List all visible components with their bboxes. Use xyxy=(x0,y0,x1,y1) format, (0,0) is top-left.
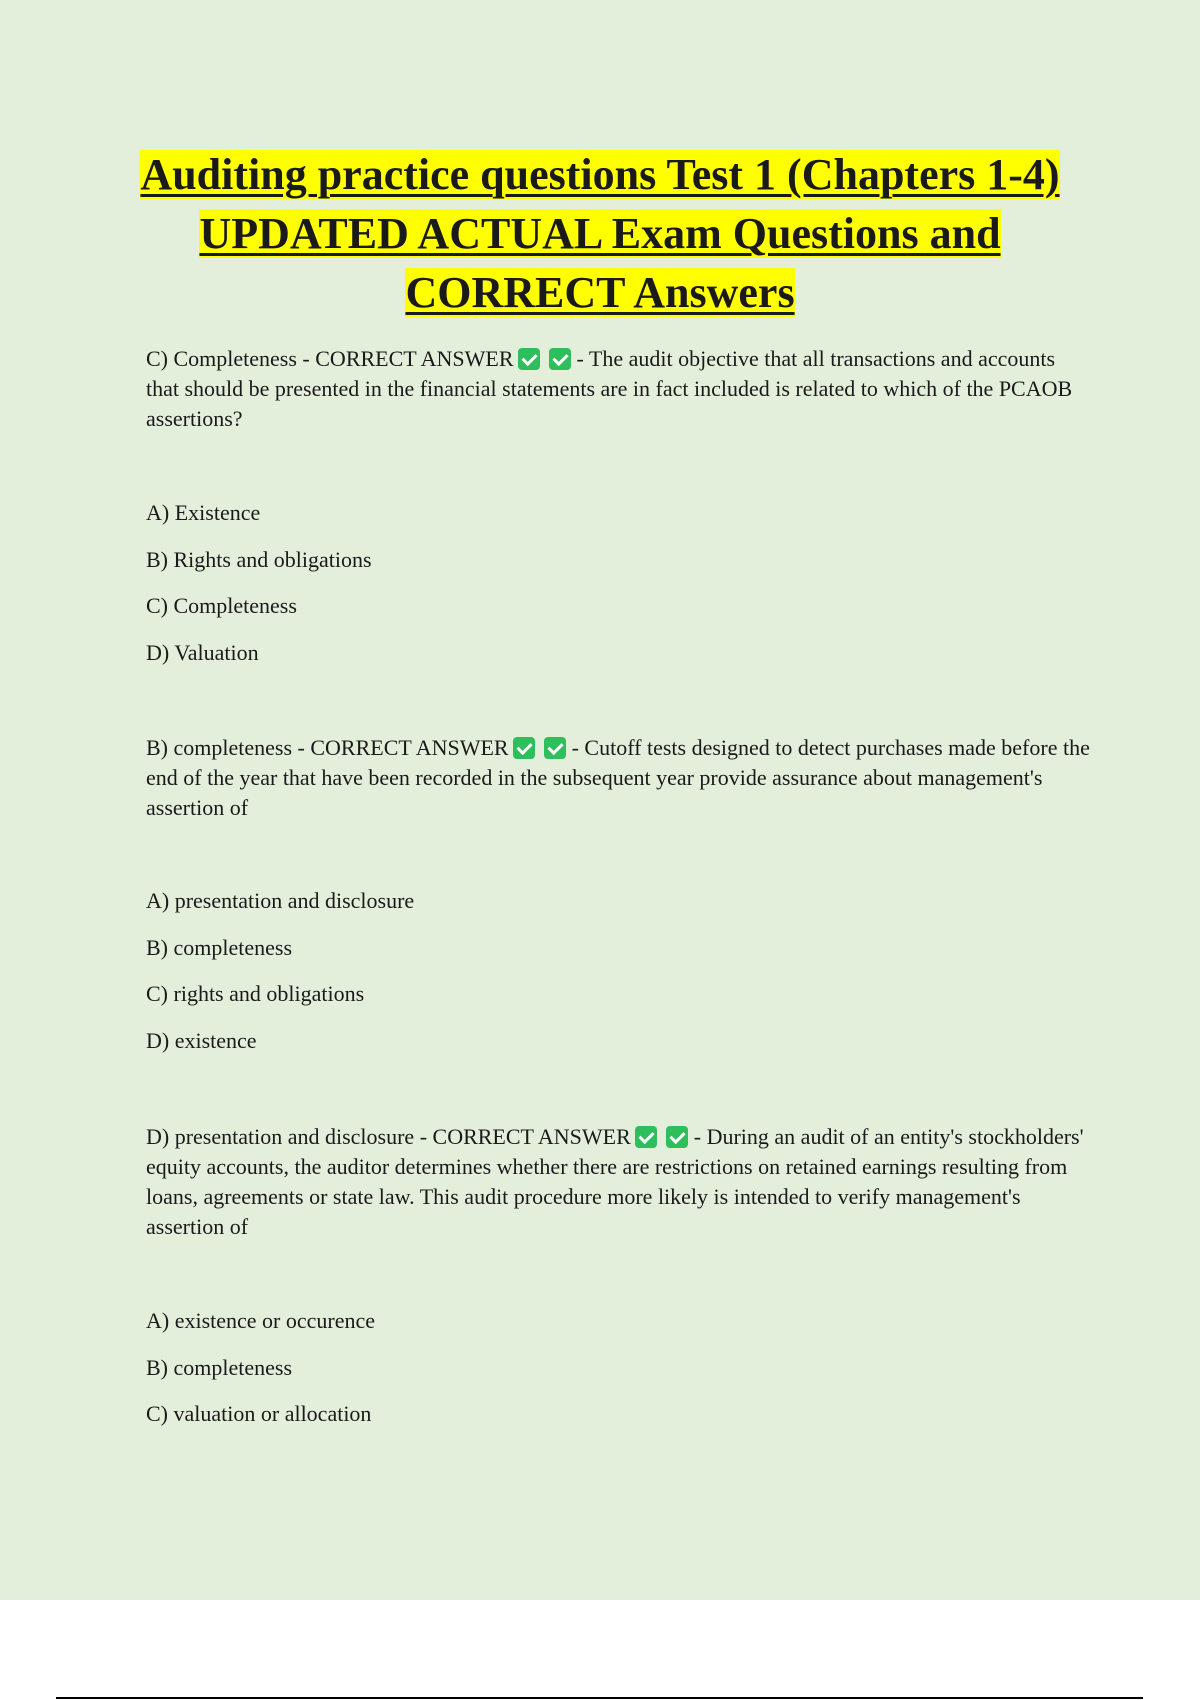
option-item: C) valuation or allocation xyxy=(146,1401,372,1426)
check-mark-icon xyxy=(635,1126,657,1148)
correct-answer-label: D) presentation and disclosure - CORRECT ANSWER xyxy=(146,1124,631,1149)
check-mark-icon xyxy=(666,1126,688,1148)
option-item: B) completeness xyxy=(146,1354,293,1380)
check-mark-icon xyxy=(544,737,566,759)
option-item: A) presentation and disclosure xyxy=(146,888,415,913)
question-text: - Cutoff tests designed to detect purchases made before the end of the year that have been recorded in the subsequent year provide assurance about management's assertion of xyxy=(146,735,1090,820)
question-text: - The audit objective that all transactions and accounts that should be presented in the financial statements are in fact included is related to which of the PCAOB assertions? xyxy=(146,346,1073,431)
question-text: - During an audit of an entity's stockholders' equity accounts, the auditor determines whether there are restrictions on retained earnings resulting from loans, agreements or state law. This audit procedure more likely is intended to verify management's assertion of xyxy=(146,1124,1084,1239)
correct-answer-label: B) completeness - CORRECT ANSWER xyxy=(146,735,509,760)
option-item: C) Completeness xyxy=(146,593,297,618)
check-mark-icon xyxy=(518,348,540,370)
option-item: D) Valuation xyxy=(146,639,259,665)
footer-divider xyxy=(56,1697,1143,1699)
options-list xyxy=(146,886,414,1072)
option-item: D) existence xyxy=(146,1027,257,1053)
check-mark-icon xyxy=(549,348,571,370)
option-item: A) existence or occurence xyxy=(146,1308,376,1333)
correct-answer-label: C) Completeness - CORRECT ANSWER xyxy=(146,346,514,371)
option-item: B) completeness xyxy=(146,934,293,960)
options-list xyxy=(146,498,372,684)
option-item: C) rights and obligations xyxy=(146,981,365,1006)
option-item: A) Existence xyxy=(146,500,261,525)
document-title: Auditing practice questions Test 1 (Chapters 1-4) UPDATED ACTUAL Exam Questions and CORRECT Answers xyxy=(140,150,1060,317)
check-mark-icon xyxy=(513,737,535,759)
question-block xyxy=(146,344,1092,434)
question-block xyxy=(146,1122,1092,1242)
document-title-block xyxy=(100,145,1100,322)
question-block xyxy=(146,733,1092,823)
option-item: B) Rights and obligations xyxy=(146,546,372,572)
options-list xyxy=(146,1306,375,1446)
